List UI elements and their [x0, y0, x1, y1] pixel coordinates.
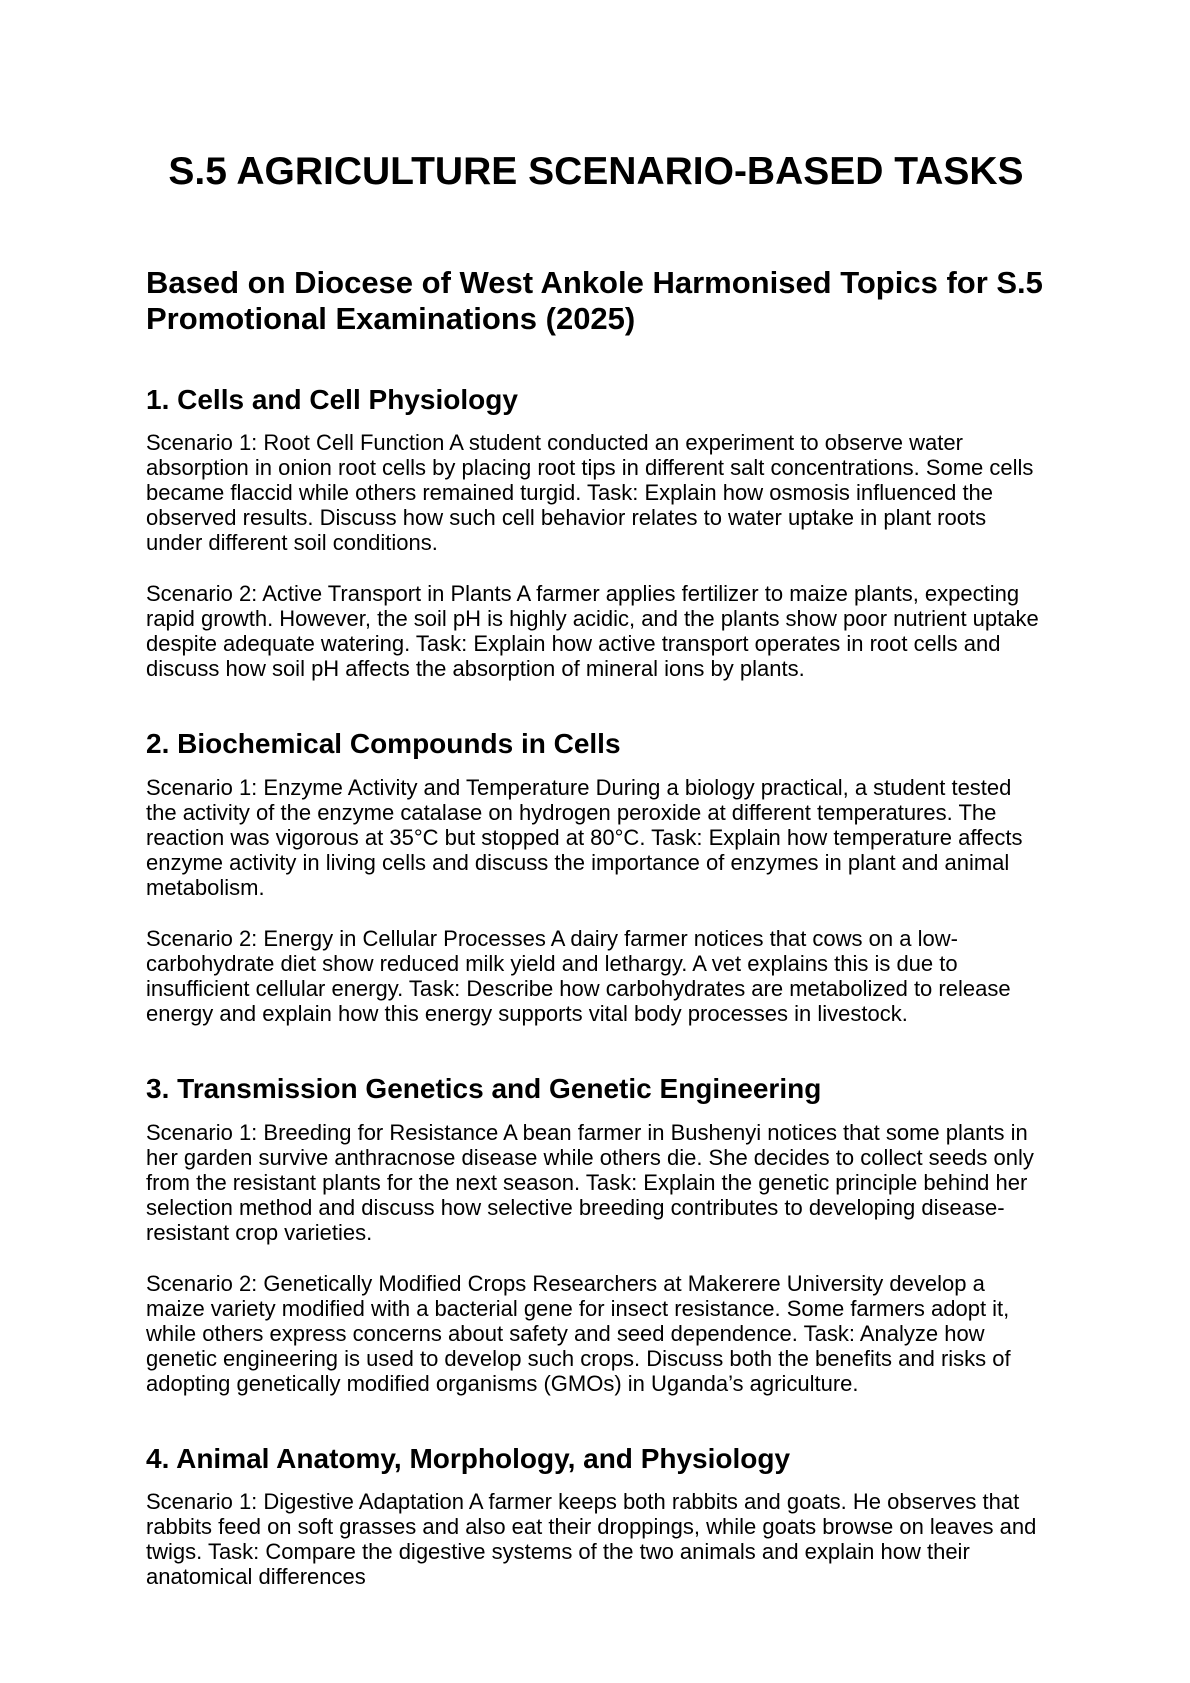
scenario-paragraph: Scenario 1: Digestive Adaptation A farmer keeps both rabbits and goats. He observes that rabbits feed on soft grasses and also eat their droppings, while goats browse on leaves and twigs. Task: Compare the digestive systems of the two animals and explain how their anatomical differences [146, 1489, 1037, 1590]
scenario-paragraph: Scenario 2: Active Transport in Plants A farmer applies fertilizer to maize plants, expecting rapid growth. However, the soil pH is highly acidic, and the plants show poor nutrient uptake despite adequate watering. Task: Explain how active transport operates in root cells and discuss how soil pH affects the absorption of mineral ions by plants. [146, 581, 1039, 682]
scenario-paragraph: Scenario 2: Genetically Modified Crops Researchers at Makerere University develop a maize variety modified with a bacterial gene for insect resistance. Some farmers adopt it, while others express concerns about safety and seed dependence. Task: Analyze how genetic engineering is used to develop such crops. Discuss both the benefits and risks of adopting genetically modified organisms (GMOs) in Uganda’s agriculture. [146, 1270, 1011, 1396]
document-subtitle: Based on Diocese of West Ankole Harmonised Topics for S.5 Promotional Examinations (2025) [146, 264, 1043, 336]
section-heading: 2. Biochemical Compounds in Cells [146, 728, 621, 760]
scenario-paragraph: Scenario 2: Energy in Cellular Processes A dairy farmer notices that cows on a low-carbohydrate diet show reduced milk yield and lethargy. A vet explains this is due to insufficient cellular energy. Task: Describe how carbohydrates are metabolized to release energy and explain how this energy supports vital body processes in livestock. [146, 925, 1011, 1026]
scenario-paragraph: Scenario 1: Breeding for Resistance A bean farmer in Bushenyi notices that some plants in her garden survive anthracnose disease while others die. She decides to collect seeds only from the resistant plants for the next season. Task: Explain the genetic principle behind her selection method and discuss how selective breeding contributes to developing disease-resistant crop varieties. [146, 1119, 1034, 1245]
section-transmission-genetics [146, 1072, 1046, 1396]
scenario-paragraph: Scenario 1: Root Cell Function A student conducted an experiment to observe water absorption in onion root cells by placing root tips in different salt concentrations. Some cells became flaccid while others remained turgid. Task: Explain how osmosis influenced the observed results. Discuss how such cell behavior relates to water uptake in plant roots under different soil conditions. [146, 430, 1034, 556]
section-heading: 3. Transmission Genetics and Genetic Engineering [146, 1072, 822, 1104]
section-biochemical-compounds [146, 727, 1046, 1026]
section-animal-anatomy [146, 1442, 1046, 1590]
section-cells-and-cell-physiology [146, 383, 1046, 682]
section-heading: 4. Animal Anatomy, Morphology, and Physiology [146, 1442, 791, 1474]
document-title: S.5 AGRICULTURE SCENARIO-BASED TASKS [168, 150, 1024, 193]
section-heading: 1. Cells and Cell Physiology [146, 383, 518, 415]
scenario-paragraph: Scenario 1: Enzyme Activity and Temperature During a biology practical, a student tested the activity of the enzyme catalase on hydrogen peroxide at different temperatures. The reaction was vigorous at 35°C but stopped at 80°C. Task: Explain how temperature affects enzyme activity in living cells and discuss the importance of enzymes in plant and animal metabolism. [146, 774, 1023, 900]
